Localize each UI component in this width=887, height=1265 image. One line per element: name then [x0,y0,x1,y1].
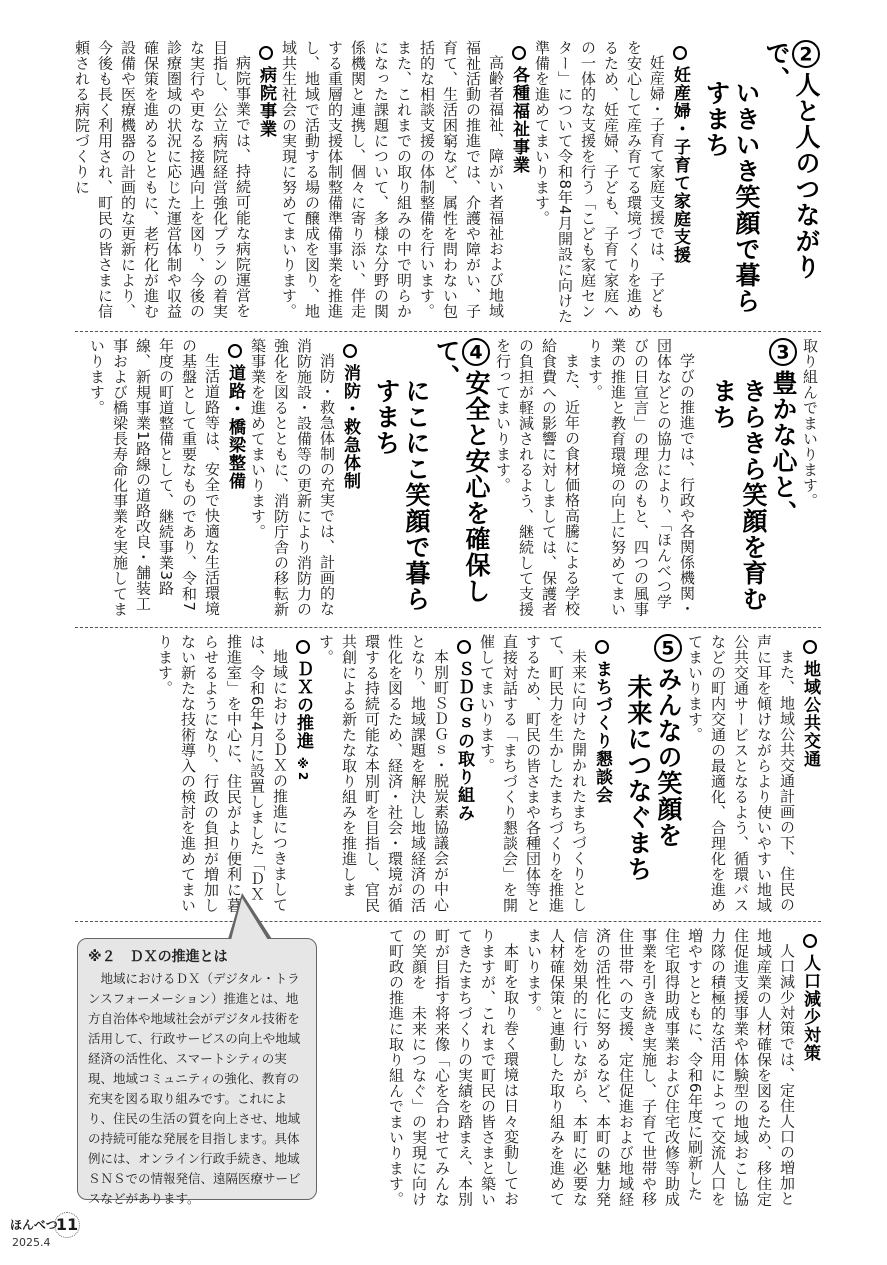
publication-logo: ほんべつ [10,1218,58,1232]
section-band-1 [75,40,821,325]
paragraph-hospital-cont: 取り組んでまいります。 [801,338,819,509]
heading-line-2: 未来につなぐまち [624,674,653,882]
circle-bullet-icon [343,344,357,358]
paragraph-maternity: 妊産婦・子育て家庭支援では、子どもを安心して産み育てる環境づくりを進めるため、妊産婦、子ども、子育て家庭への一体的な支援を行う「こども家庭センター」について令和8年4月開設に向けた準備を進めてまいります。 [533,40,666,324]
subheading-maternity: 妊産婦・子育て家庭支援 [668,46,691,325]
paragraph-roads: 生活道路等は、安全で快適な生活環境の基盤として重要なものであり、令和7年度の町道整備として、継続事業3路線、新規事業1路線の道路改良・舗装工事および橋梁長寿命化事業を実施してまいります。 [88,338,221,617]
footnote-ref: ※2 [296,756,310,782]
section-divider [75,331,821,332]
section-divider [75,627,821,628]
subheading-transport: 地域公共交通 [798,640,821,916]
subheading-town-meeting: まちづくり懇談会 [590,640,613,916]
subheading-hospital: 病院事業 [254,46,277,325]
section-band-3 [75,634,821,916]
subheading-dx: ＤＸの推進 ※2 [291,640,314,916]
heading-line-1: 人と人のつながりで、 [762,40,821,280]
paragraph-closing: 本町を取り巻く環境は日々変動しておりますが、これまで町民の皆さまと築いてきたまちづくりの実績を踏まえ、本別町が目指す将来像「心を合わせてみんなの笑顔を 未来につなぐ」の実現に向けて町政の推進に取り組んでまいります。 [387,928,520,1207]
paragraph-welfare: 高齢者福祉、障がい者福祉および地域福祉活動の推進では、介護や障がい、子育て、生活困窮など、属性を問わない包括的な相談支援の体制整備を行います。また、これまでの取り組みの中で明らかになった課題について、多様な分野の関係機関と連携し、個々に寄り添い、伴走する重層的支援体制整備準備事業を推進し、地域で活動する場の醸成を図り、地域共生社会の実現に努めてまいります。 [280,40,505,319]
subheading-population: 人口減少対策 [798,934,821,1208]
footnote-box [77,938,317,1206]
band3-column [153,634,821,916]
paragraph-school-lunch: また、近年の食材価格高騰による学校給食費への影響に対しましては、保護者の負担が軽減されるよう、継続して支援を行ってまいります。 [494,338,581,617]
heading-line-1: 安全と安心を確保して、 [432,338,491,604]
circle-bullet-icon [228,344,242,358]
circle-bullet-icon [803,640,817,654]
band1-column [70,40,821,325]
circle-bullet-icon [259,46,273,60]
heading-goal-5 [623,634,683,916]
band2-column [85,338,821,620]
heading-line-2: きらきら笑顔を育むまち [709,378,768,612]
circle-bullet-icon [296,640,310,654]
circle-bullet-icon [457,640,471,654]
heading-line-2: にこにこ笑顔で暮らすまち [372,378,431,612]
heading-goal-2 [701,40,821,325]
heading-line-2: いきいき笑顔で暮らすまち [702,80,761,314]
subheading-fire: 消防・救急体制 [338,344,361,620]
heading-number: 2 [792,40,820,68]
section-band-2 [75,338,821,620]
circle-bullet-icon [512,46,526,60]
heading-number: 5 [654,634,682,662]
paragraph-population: 人口減少対策では、定住人口の増加と地域産業の人材確保を図るため、移住定住促進支援事業や体験型の地域おこし協力隊の積極的な活用によって交流人口を増やすとともに、令和6年度に刷新した住宅取得助成事業および住宅改修等助成事業を引き続き実施し、子育て世帯や移住世帯への支援、定住促進および地域経済の活性化に努めるなど、本町の魅力発信を効果的に行いながら、本町に必要な人材確保策と連動した取り組みを進めてまいります。 [525,928,796,1207]
paragraph-hospital: 病院事業では、持続可能な病院運営を目指し、公立病院経営強化プランの着実な実行や更なる接遇向上を図り、今後の診療圏域の状況に応じた運営体制や収益確保策を進めるとともに、老朽化が進む設備や医療機器の計画的な更新により、今後も長く利用され、町民の皆さまに信頼される病院づくりに [73,40,252,319]
section-divider [75,921,821,922]
circle-bullet-icon [803,934,817,948]
footnote-body: 地域におけるＤＸ（デジタル・トランスフォーメーション）推進とは、地方自治体や地域社会がデジタル技術を活用して、行政サービスの向上や地域経済の活性化、スマートシティの実現、地域コミュニティの強化、教育の充実を図る取り組みです。これにより、住民の生活の質を向上させ、地域の持続可能な発展を目指します。具体例には、オンライン行政手続き、地域ＳＮＳでの情報発信、遠隔医療サービスなどがあります。 [88,971,301,1206]
paragraph-learning: 学びの推進では、行政や各関係機関・団体などとの協力により、「ほんべつ学びの日宣言」の理念のもと、四つの風事業の推進と教育環境の向上に努めてまいります。 [586,338,696,617]
issue-date: 2025.4 [12,1236,51,1249]
circle-bullet-icon [595,640,609,654]
note-callout-tail-fill [231,898,268,940]
band4-column [384,928,821,1208]
heading-number: 4 [462,338,490,366]
subheading-sdgs: ＳＤＧｓの取り組み [452,640,475,916]
heading-line-1: みんなの笑顔を [654,666,683,848]
page-number: 11 [54,1212,80,1238]
page-footer [10,1212,80,1252]
heading-number: 3 [769,338,797,366]
circle-bullet-icon [673,46,687,60]
heading-goal-3 [708,338,798,620]
heading-line-1: 豊かな心と、 [769,370,798,526]
subheading-roads: 道路・橋梁整備 [223,344,246,620]
footnote-title: ※２ ＤＸの推進とは [88,949,228,965]
heading-goal-4 [371,338,491,620]
paragraph-sdgs: 本別町ＳＤＧｓ・脱炭素協議会が中心となり、地域課題を解決し地域経済の活性化を図るため、経済・社会・環境が循環する持続可能な本別町を目指し、官民共創による新たな取り組みを推進します。 [317,634,450,913]
paragraph-town-meeting: 未来に向けた開かれたまちづくりとして、町民力を生かしたまちづくりを推進するため、町民の皆さまや各種団体等と直接対話する「まちづくり懇談会」を開催してまいります。 [478,634,588,913]
paragraph-dx: 地域におけるＤＸの推進につきましては、令和6年4月に設置しました「ＤＸ推進室」を中心に、住民がより便利に暮らせるようになり、行政の負担が増加しない新たな技術導入の検討を進めてまいります。 [156,634,289,913]
paragraph-transport: また、地域公共交通計画の下、住民の声に耳を傾けながらより使いやすい地域公共交通サービスとなるよう、循環バスなどの町内交通の最適化、合理化を進めてまいります。 [686,634,796,913]
subheading-welfare: 各種福祉事業 [507,46,530,325]
paragraph-fire: 消防・救急体制の充実では、計画的な消防施設・設備等の更新により消防力の強化を図るとともに、消防庁舎の移転新築事業を進めてまいります。 [249,338,336,617]
